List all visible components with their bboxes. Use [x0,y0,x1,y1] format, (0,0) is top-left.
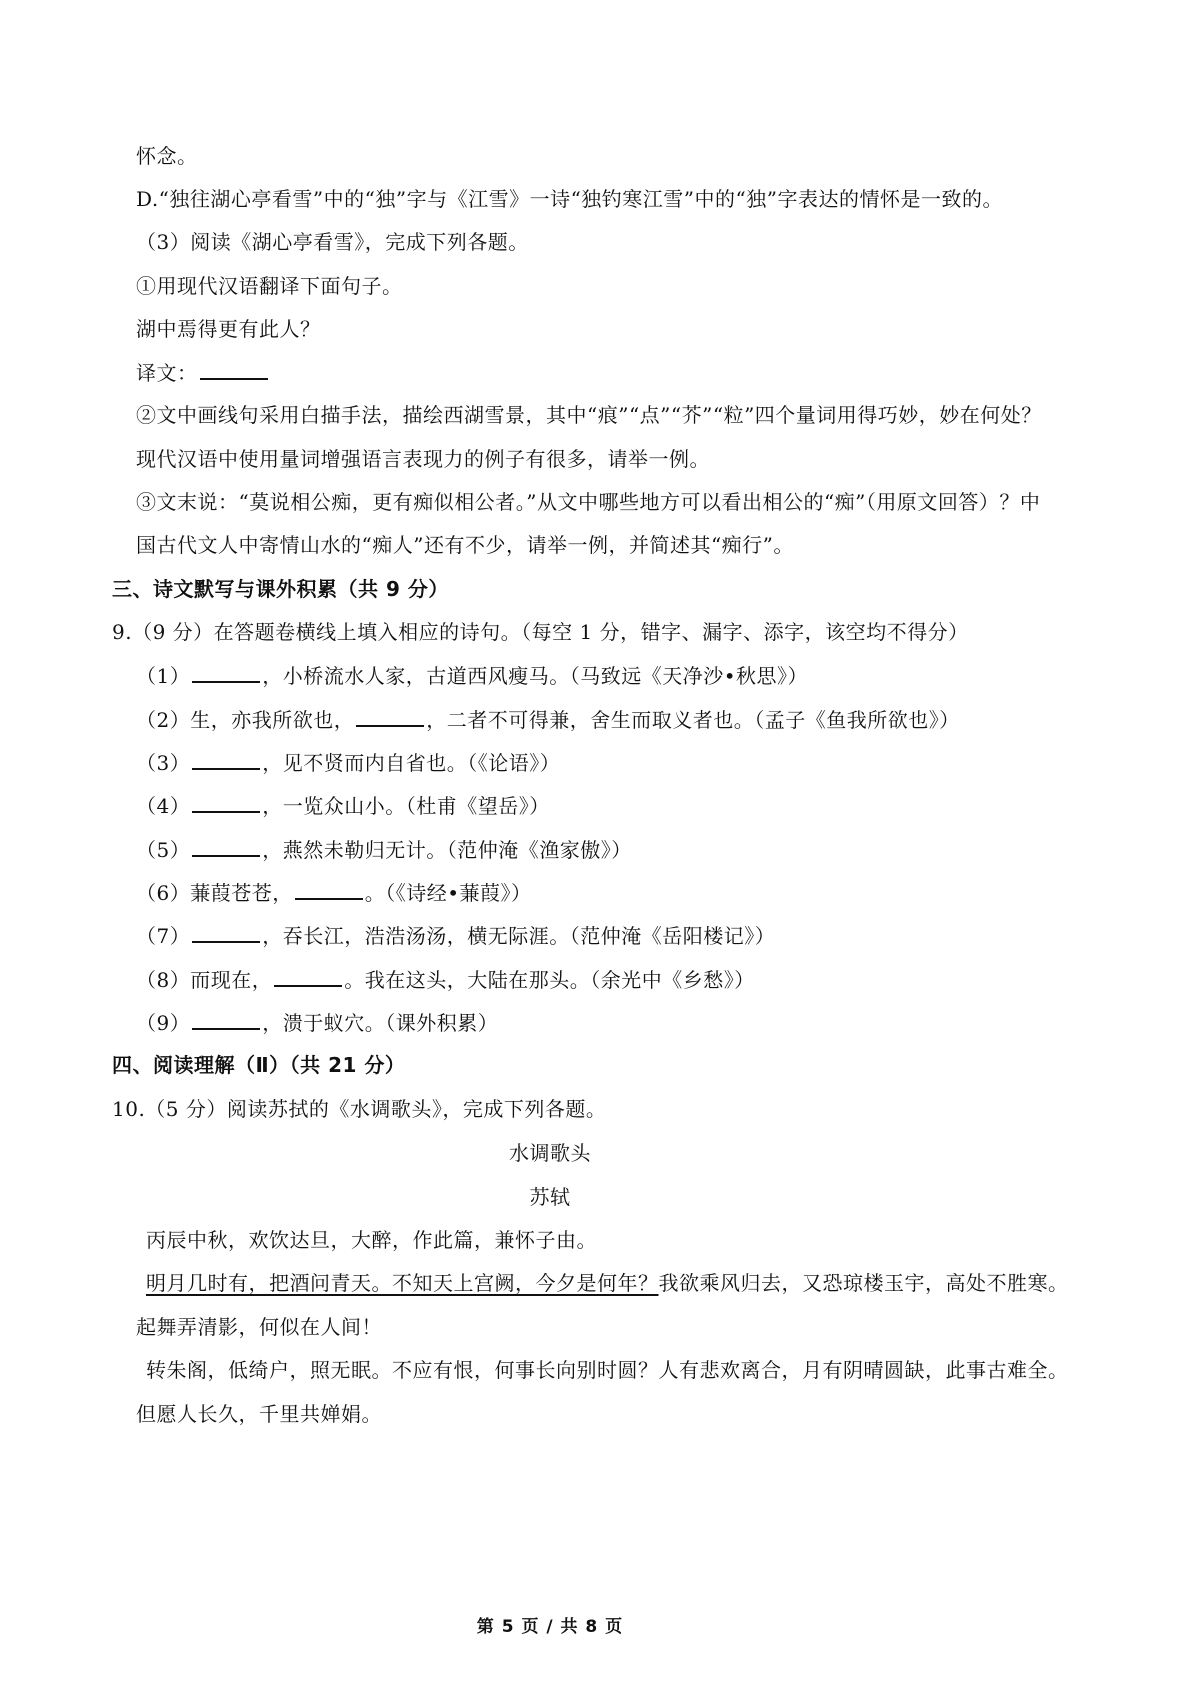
fill-item-5: （5） ，燕然未勒归无计。（范仲淹《渔家傲》） [136,835,632,864]
answer-blank [356,705,424,727]
option-d: D.“独往湖心亭看雪”中的“独”字与《江雪》一诗“独钓寒江雪”中的“独”字表达的情怀是一致的。 [136,187,1003,211]
answer-blank [274,965,342,987]
answer-blank [200,358,268,380]
page-footer: 第 5 页 / 共 8 页 [476,1617,624,1637]
poem-title: 水调歌头 [509,1141,591,1165]
sentence-to-translate: 湖中焉得更有此人？ [136,317,321,341]
answer-blank [192,921,260,943]
answer-blank [295,878,363,900]
answer-blank [192,661,260,683]
sub-question-3-3: ③文末说：“莫说相公痴，更有痴似相公者。”从文中哪些地方可以看出相公的“痴”（用原文回答）？中 [136,490,1041,514]
fill-item-1: （1） ，小桥流水人家，古道西风瘦马。（马致远《天净沙•秋思》） [136,661,808,690]
fill-item-6: （6）蒹葭苍苍， 。（《诗经•蒹葭》） [136,878,532,907]
question-9: 9.（9 分）在答题卷横线上填入相应的诗句。（每空 1 分，错字、漏字、添字，该空均不得分） [112,620,969,644]
fill-item-4: （4） ，一览众山小。（杜甫《望岳》） [136,791,550,820]
answer-blank [192,791,260,813]
fill-item-9: （9） ，溃于蚁穴。（课外积累） [136,1008,498,1037]
answer-blank [192,1008,260,1030]
text-line: 怀念。 [136,144,198,168]
answer-blank [192,748,260,770]
fill-item-8: （8）而现在， 。我在这头，大陆在那头。（余光中《乡愁》） [136,965,755,994]
translation-line [136,358,270,387]
underlined-text: 明月几时有，把酒问青天。不知天上宫阙，今夕是何年？ [146,1271,659,1295]
fill-item-7: （7） ，吞长江，浩浩汤汤，横无际涯。（范仲淹《岳阳楼记》） [136,921,775,950]
section-heading-4: 四、阅读理解（Ⅱ）（共 21 分） [112,1053,406,1077]
poem-line: 转朱阁，低绮户，照无眠。不应有恨，何事长向别时圆？人有悲欢离合，月有阴晴圆缺，此事古难全。 [146,1358,1069,1382]
answer-blank [192,835,260,857]
fill-item-2: （2）生，亦我所欲也， ，二者不可得兼，舍生而取义者也。（孟子《鱼我所欲也》） [136,705,960,734]
section-heading-3: 三、诗文默写与课外积累（共 9 分） [112,577,449,601]
sub-question-3-1: ①用现代汉语翻译下面句子。 [136,274,403,298]
poem-line: 但愿人长久，千里共婵娟。 [136,1402,382,1426]
poem-author: 苏轼 [529,1185,571,1209]
poem-line: 明月几时有，把酒问青天。不知天上宫阙，今夕是何年？我欲乘风归去，又恐琼楼玉宇，高处不胜寒。 [146,1271,1069,1295]
question-10: 10.（5 分）阅读苏拭的《水调歌头》，完成下列各题。 [112,1097,607,1121]
poem-line: 起舞弄清影，何似在人间！ [136,1315,382,1339]
text-line: 国古代文人中寄情山水的“痴人”还有不少，请举一例，并简述其“痴行”。 [136,533,794,557]
fill-item-3: （3） ，见不贤而内自省也。（《论语》） [136,748,560,777]
poem-preface: 丙辰中秋，欢饮达旦，大醉，作此篇，兼怀子由。 [146,1228,597,1252]
sub-question-3: （3）阅读《湖心亭看雪》，完成下列各题。 [136,230,529,254]
sub-question-3-2: ②文中画线句采用白描手法，描绘西湖雪景，其中“痕”“点”“芥”“粒”四个量词用得巧妙，妙在何处？ [136,403,1042,427]
translation-label: 译文： [136,361,198,385]
text-line: 现代汉语中使用量词增强语言表现力的例子有很多，请举一例。 [136,447,710,471]
